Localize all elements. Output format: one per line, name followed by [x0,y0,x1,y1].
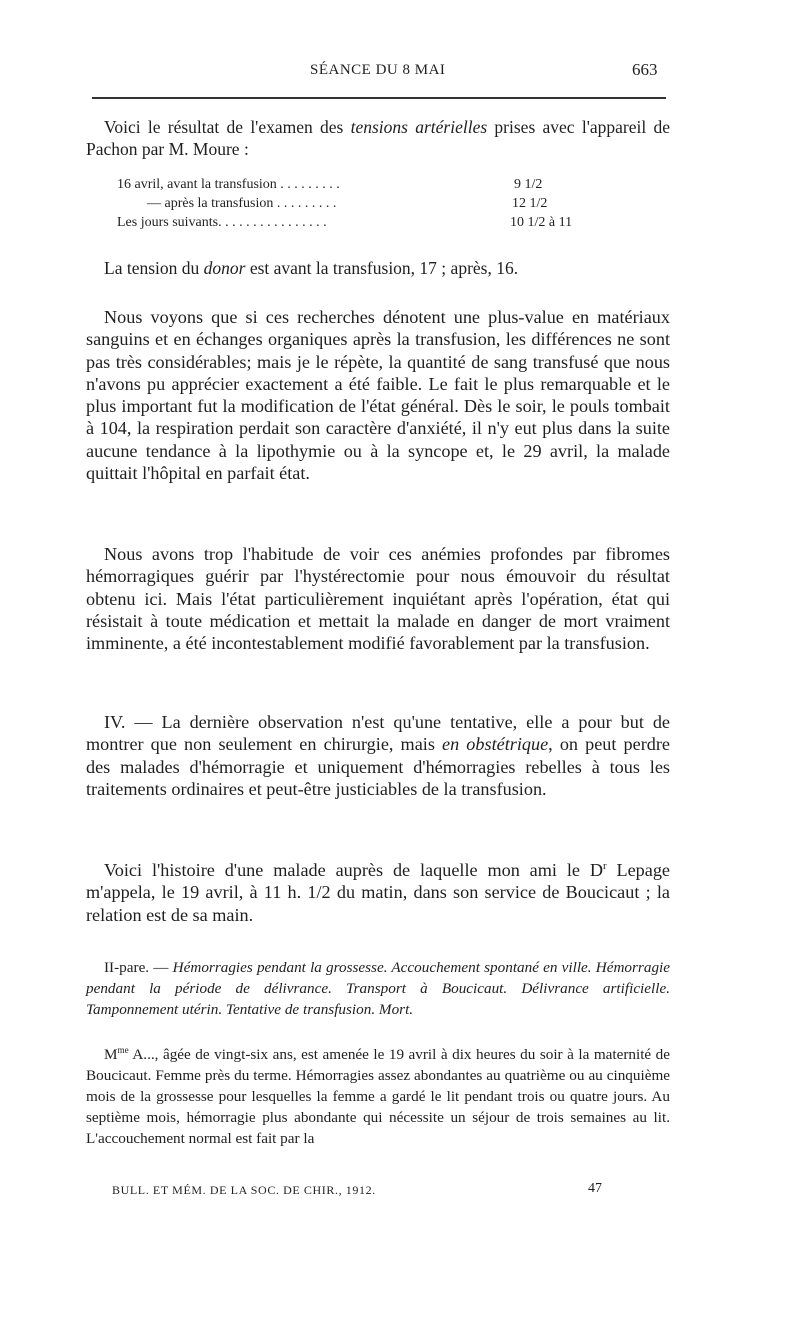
row-label: Les jours suivants. . . . . . . . . . . . . . . . [117,215,327,230]
table-row [117,177,617,196]
case-text-body: A..., âgée de vingt-six ans, est amenée le 19 avril à dix heures du soir à la maternité de Boucicaut. Femme près du terme. Hémorragies assez abondantes au quatrième ou au cinquième mois de la grossesse pour lesquelles la femme a gardé le lit pendant trois ou quatre jours. Au septième mois, hémorragie plus abondante qui nécessite un séjour de trois semaines au lit. L'accouchement normal est fait par la [86,1046,670,1148]
tension-table [117,177,617,234]
row-value: 9 1/2 [514,177,543,192]
paragraph-2 [86,543,670,654]
row-label: 16 avril, avant la transfusion . . . . . . . . . [117,177,340,192]
intro-text-end: prises avec l'appareil de Pachon par M. Moure : [86,117,670,159]
table-row [117,196,617,215]
paragraph-3-text-end: , on peut perdre des malades d'hémorragie et uniquement d'hémorragies rebelles à tous les traitements ordinaires et peut-être justiciables de la transfusion. [86,734,670,799]
paragraph-4 [86,855,670,926]
donor-paragraph [86,258,670,280]
header-rule [92,97,666,99]
row-value: 12 1/2 [512,196,548,211]
running-header-title: SÉANCE DU 8 MAI [310,62,446,78]
intro-italic: tensions artérielles [350,117,488,137]
case-summary [86,957,670,1020]
table-row [117,215,617,234]
donor-italic: donor [203,258,246,278]
paragraph-1 [86,306,670,484]
row-value: 10 1/2 à 11 [510,215,573,230]
row-label: — après la transfusion . . . . . . . . . [147,196,337,211]
donor-text-end: est avant la transfusion, 17 ; après, 16. [245,258,519,278]
page-number: 663 [632,60,658,79]
intro-paragraph [86,117,670,160]
footer-signature: 47 [588,1181,602,1196]
intro-text: Voici le résultat de l'examen des [104,117,351,137]
case-text [86,1040,670,1149]
case-summary-text: Hémorragies pendant la grossesse. Accouchement spontané en ville. Hémorragie pendant la période de délivrance. Transport à Boucicaut. Délivrance artificielle. Tamponnement utérin. Tentative de transfusion. Mort. [86,959,670,1018]
paragraph-3-text: IV. — La dernière observation n'est qu'une tentative, elle a pour but de montrer que non seulement en chirurgie, mais [86,712,670,755]
paragraph-4-sup: r [602,860,607,872]
donor-text: La tension du [104,258,204,278]
paragraph-3-italic: en obstétrique [442,734,549,755]
paragraph-1-text: Nous voyons que si ces recherches dénotent une plus-value en matériaux sanguins et en échanges organiques après la transfusion, les différences ne sont pas très considérables; mais je le répète, la quantité de sang transfusé que nous n'avons pu apprécier exactement a été faible. Le fait le plus remarquable et le plus important fut la modification de l'état général. Dès le soir, le pouls tombait à 104, la respiration perdait son caractère d'anxiété, il n'y eut plus dans la suite aucune tendance à la lipothymie ou à la syncope et, le 29 avril, la malade quittait l'hôpital en parfait état. [86,307,670,484]
case-text-sup: me [117,1045,129,1055]
paragraph-3 [86,711,670,800]
paragraph-4-text: Voici l'histoire d'une malade auprès de laquelle mon ami le D [104,860,603,881]
case-summary-lead: II-pare. — [104,959,173,976]
paragraph-2-text: Nous avons trop l'habitude de voir ces anémies profondes par fibromes hémorragiques guérir par l'hystérectomie pour nous émouvoir du résultat obtenu ici. Mais l'état particulièrement inquiétant après l'opération, état qui résistait à toute médication et mettait la malade en danger de mort vraiment imminente, a été incontestablement modifié favorablement par la transfusion. [86,544,670,654]
footer-journal: BULL. ET MÉM. DE LA SOC. DE CHIR., 1912. [112,1183,376,1197]
case-text-prefix: M [104,1046,118,1064]
paragraph-4-text-end: Lepage m'appela, le 19 avril, à 11 h. 1/2 du matin, dans son service de Boucicaut ; la relation est de sa main. [86,860,671,925]
